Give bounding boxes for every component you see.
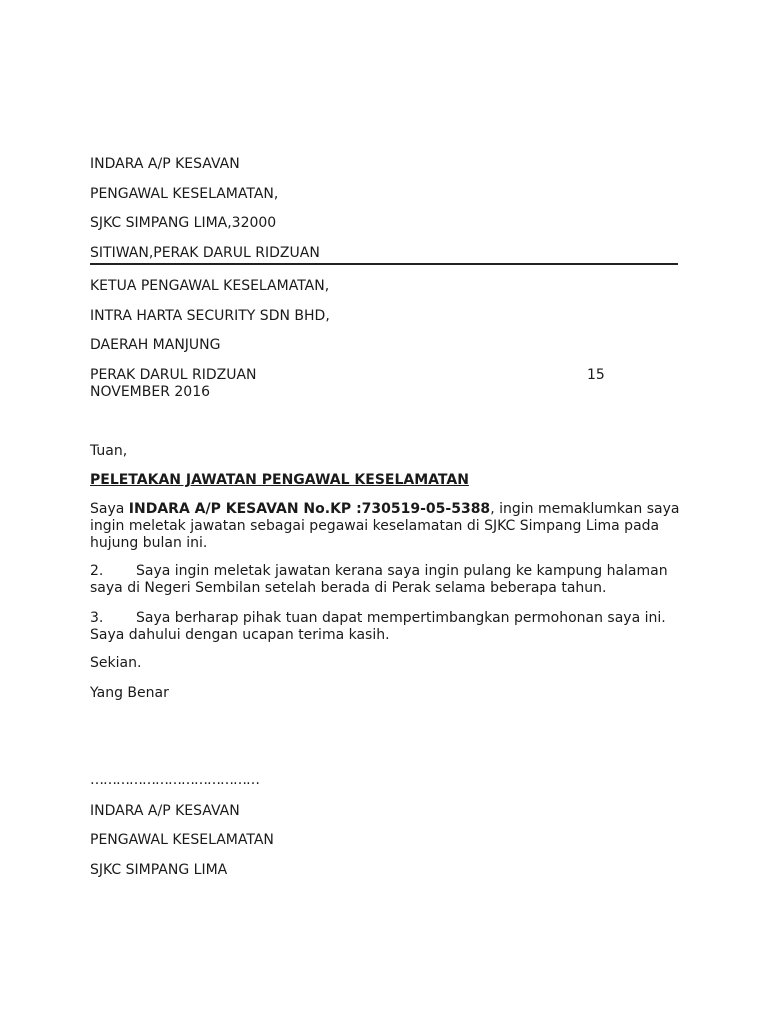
closing-yang-benar: Yang Benar [90,685,169,701]
signature-line: ………………………………… [90,772,259,788]
para3-text: Saya berharap pihak tuan dapat mempertimbangkan permohonan saya ini. Saya dahului dengan ucapan terima kasih. [90,610,666,643]
sender-address-2: SITIWAN,PERAK DARUL RIDZUAN [90,245,320,261]
date-day: 15 [587,367,605,383]
para1-rest: , ingin memaklumkan saya ingin meletak jawatan sebagai pegawai keselamatan di SJKC Simpang Lima pada hujung bulan ini. [90,501,680,551]
signoff-position: PENGAWAL KESELAMATAN [90,832,274,848]
para2-text: Saya ingin meletak jawatan kerana saya ingin pulang ke kampung halaman saya di Negeri Sembilan setelah berada di Perak selama beberapa tahun. [90,563,668,596]
recipient-title: KETUA PENGAWAL KESELAMATAN, [90,278,330,294]
letter-subject: PELETAKAN JAWATAN PENGAWAL KESELAMATAN [90,472,469,488]
date-month-year: NOVEMBER 2016 [90,384,211,400]
sender-address-1: SJKC SIMPANG LIMA,32000 [90,215,277,231]
para1-lead: Saya [90,501,129,517]
sender-name: INDARA A/P KESAVAN [90,156,240,172]
signoff-school: SJKC SIMPANG LIMA [90,862,228,878]
para2-number: 2. [90,563,104,579]
paragraph-2 [90,563,680,597]
sender-position: PENGAWAL KESELAMATAN, [90,186,279,202]
recipient-company: INTRA HARTA SECURITY SDN BHD, [90,308,330,324]
recipient-district: DAERAH MANJUNG [90,337,221,353]
signoff-name: INDARA A/P KESAVAN [90,803,240,819]
paragraph-3 [90,610,680,644]
recipient-state: PERAK DARUL RIDZUAN [90,367,257,383]
closing-sekian: Sekian. [90,655,142,671]
header-divider [90,263,678,265]
para1-identity: INDARA A/P KESAVAN No.KP :730519-05-5388 [128,501,491,517]
para3-number: 3. [90,610,104,626]
paragraph-1 [90,501,680,552]
salutation: Tuan, [90,443,128,459]
